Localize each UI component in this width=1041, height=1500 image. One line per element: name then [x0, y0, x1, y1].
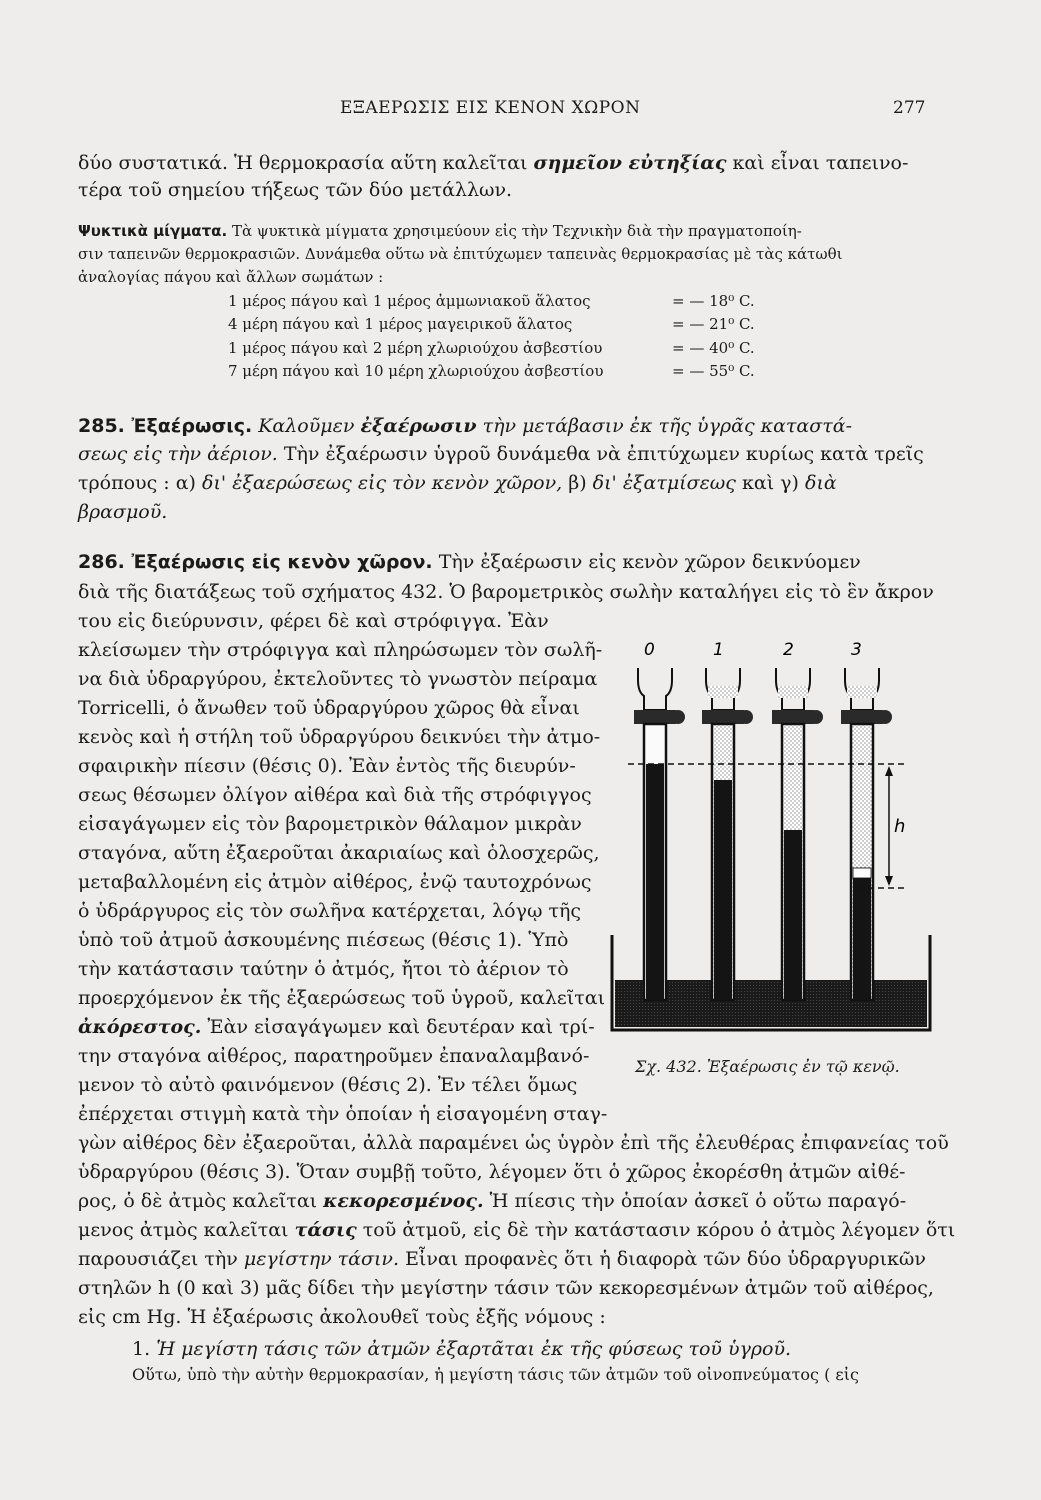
mixture-row: 1 μέρος πάγου καὶ 1 μέρος ἀμμωνιακοῦ ἅλατος: [228, 292, 591, 310]
mixture-temp: = — 21⁰ C.: [672, 315, 755, 333]
mixture-row: 1 μέρος πάγου καὶ 2 μέρη χλωριούχου ἀσβεστίου: [228, 339, 603, 357]
text-line: ἐπέρχεται στιγμὴ κατὰ τὴν ὁποίαν ἡ εἰσαγομένη σταγ-: [78, 1103, 608, 1125]
text-line: [78, 1015, 595, 1039]
text-line: κενὸς καὶ ἡ στήλη τοῦ ὑδραργύρου δεικνύει τὴν ἀτμο-: [78, 726, 601, 748]
height-label: h: [894, 816, 906, 837]
text-line: [78, 151, 908, 175]
mixture-temp: = — 18⁰ C.: [672, 292, 755, 310]
text-span: β): [568, 472, 587, 494]
text-span: τὴν μετάβασιν ἐκ τῆς ὑγρᾶς καταστά-: [482, 415, 852, 437]
text-line: Torricelli, ὁ ἄνωθεν τοῦ ὑδραργύρου χῶρος θὰ εἶναι: [78, 697, 580, 719]
tube-label-1: 1: [713, 640, 724, 660]
term-unsaturated: ἀκόρεστος.: [78, 1016, 202, 1038]
text-span: μενος ἀτμὸς καλεῖται: [78, 1219, 289, 1241]
tube-label-0: 0: [644, 640, 655, 660]
text-line: να διὰ ὑδραργύρου, ἐκτελοῦντες τὸ γνωστὸν πείραμα: [78, 668, 598, 690]
text-span: σεως εἰς τὴν ἀέριον.: [78, 443, 278, 465]
text-line: μεταβαλλομένη εἰς ἀτμὸν αἰθέρος, ἐνῷ ταυτοχρόνως: [78, 871, 592, 893]
term-evaporation: ἐξαέρωσιν: [360, 415, 477, 437]
term-tension: τάσις: [294, 1219, 357, 1241]
text-span: καὶ εἶναι ταπεινο-: [732, 152, 909, 174]
text-line: [78, 1218, 955, 1242]
law-1: [132, 1337, 791, 1361]
text-line: σεως θέσωμεν ὀλίγον αἰθέρα καὶ διὰ τῆς στρόφιγγος: [78, 784, 592, 806]
text-line: σφαιρικὴν πίεσιν (θέσις 0). Ἐὰν ἐντὸς τῆς διευρύν-: [78, 755, 576, 777]
text-line: ὁ ὑδράργυρος εἰς τὸν σωλῆνα κατέρχεται, λόγῳ τῆς: [78, 900, 582, 922]
text-span: δι' ἐξατμίσεως: [592, 472, 736, 494]
text-line: [78, 442, 924, 466]
text-line: [78, 414, 852, 438]
text-span: Τὴν ἐξαέρωσιν ὑγροῦ δυνάμεθα νὰ ἐπιτύχωμεν κυρίως κατὰ τρεῖς: [283, 443, 924, 465]
page-header: [0, 98, 1041, 128]
text-span: καὶ γ): [741, 472, 799, 494]
text-span: Ἐὰν εἰσαγάγωμεν καὶ δευτέραν καὶ τρί-: [207, 1016, 595, 1038]
law-number: 1.: [132, 1338, 151, 1360]
tube-label-3: 3: [851, 640, 862, 660]
text-line: [78, 471, 837, 495]
barometer-tube-3: [841, 668, 892, 1000]
text-line: [78, 1189, 906, 1213]
text-line: τὴν κατάστασιν ταύτην ὁ ἀτμός, ἤτοι τὸ ἀέριον τὸ: [78, 958, 569, 980]
barometer-tube-1: [702, 668, 753, 1000]
text-span: δι' ἐξαερώσεως εἰς τὸν κενὸν χῶρον,: [202, 472, 563, 494]
section-286-heading: 286. Ἐξαέρωσις εἰς κενὸν χῶρον.: [78, 551, 433, 573]
term-max-tension: μεγίστην τάσιν.: [243, 1248, 400, 1270]
text-line: τέρα τοῦ σημείου τήξεως τῶν δύο μετάλλων.: [78, 179, 513, 201]
text-span: τρόπους : α): [78, 472, 196, 494]
text-line: διὰ τῆς διατάξεως τοῦ σχήματος 432. Ὁ βαρομετρικὸς σωλὴν καταλήγει εἰς τὸ ἓν ἄκρον: [78, 581, 934, 603]
mixture-temp: = — 40⁰ C.: [672, 339, 755, 357]
barometer-tube-0: [634, 668, 685, 1000]
text-line: μενον τὸ αὐτὸ φαινόμενον (θέσις 2). Ἐν τέλει ὅμως: [78, 1074, 578, 1096]
text-span: ρος, ὁ δὲ ἀτμὸς καλεῖται: [78, 1190, 318, 1212]
figure-432: [608, 630, 938, 1040]
text-span: Εἶναι προφανὲς ὅτι ἡ διαφορὰ τῶν δύο ὑδραργυρικῶν: [405, 1248, 926, 1270]
text-line: [78, 550, 861, 574]
text-line: την σταγόνα αἰθέρος, παρατηροῦμεν ἐπαναλαμβανό-: [78, 1045, 590, 1067]
text-span: διὰ: [805, 472, 837, 494]
text-span: δύο συστατικά. Ἡ θερμοκρασία αὕτη καλεῖται: [78, 152, 528, 174]
text-line: ὑπὸ τοῦ ἀτμοῦ ἀσκουμένης πιέσεως (θέσις 1). Ὑπὸ: [78, 929, 569, 951]
text-line: σιν ταπεινῶν θερμοκρασιῶν. Δυνάμεθα οὕτω νὰ ἐπιτύχωμεν ταπεινὰς θερμοκρασίας μὲ τὰς κάτωθι: [78, 245, 843, 263]
mixture-temp: = — 55⁰ C.: [672, 362, 755, 380]
figure-caption: Σχ. 432. Ἐξαέρωσις ἐν τῷ κενῷ.: [635, 1057, 900, 1076]
text-line: σταγόνα, αὕτη ἐξαεροῦται ἀκαριαίως καὶ ὁλοσχερῶς,: [78, 842, 600, 864]
text-span: Καλοῦμεν: [258, 415, 355, 437]
mixture-row: 4 μέρη πάγου καὶ 1 μέρος μαγειρικοῦ ἅλατος: [228, 315, 573, 333]
text-line: εἰσαγάγωμεν εἰς τὸν βαρομετρικὸν θάλαμον μικρὰν: [78, 813, 582, 835]
text-line: [78, 221, 802, 241]
text-line: προερχόμενον ἐκ τῆς ἐξαερώσεως τοῦ ὑγροῦ, καλεῖται: [78, 987, 606, 1009]
text-span: Ἡ πίεσις τὴν ὁποίαν ἀσκεῖ ὁ οὕτω παραγό-: [489, 1190, 907, 1212]
cooling-heading: Ψυκτικὰ μίγματα.: [78, 222, 228, 240]
term-saturated: κεκορεσμένος.: [323, 1190, 484, 1212]
text-line: [78, 1247, 926, 1271]
text-line: του εἰς διεύρυνσιν, φέρει δὲ καὶ στρόφιγγα. Ἐὰν: [78, 610, 549, 632]
text-line: κλείσωμεν τὴν στρόφιγγα καὶ πληρώσωμεν τὸν σωλῆ-: [78, 639, 603, 661]
page-number: 277: [893, 98, 926, 118]
text-span: Τὰ ψυκτικὰ μίγματα χρησιμεύουν εἰς τὴν Τεχνικὴν διὰ τὴν πραγματοποίη-: [231, 222, 802, 240]
text-span: τοῦ ἀτμοῦ, εἰς δὲ τὴν κατάστασιν κόρου ὁ ἀτμὸς λέγομεν ὅτι: [362, 1219, 956, 1241]
term-eutectic: σημεῖον εὐτηξίας: [533, 152, 727, 174]
text-line: γὼν αἰθέρος δὲν ἐξαεροῦται, ἀλλὰ παραμένει ὡς ὑγρὸν ἐπὶ τῆς ἐλευθέρας ἐπιφανείας τοῦ: [78, 1132, 949, 1154]
text-line: εἰς cm Hg. Ἡ ἐξαέρωσις ἀκολουθεῖ τοὺς ἑξῆς νόμους :: [78, 1306, 606, 1328]
section-285-heading: 285. Ἐξαέρωσις.: [78, 415, 253, 437]
text-line: ἀναλογίας πάγου καὶ ἄλλων σωμάτων :: [78, 268, 384, 286]
tube-label-2: 2: [783, 640, 794, 660]
text-line: στηλῶν h (0 καὶ 3) μᾶς δίδει τὴν μεγίστην τάσιν τῶν κεκορεσμένων ἀτμῶν τοῦ αἰθέρος,: [78, 1277, 934, 1299]
barometer-tube-2: [772, 668, 823, 1000]
running-title: ΕΞΑΕΡΩΣΙΣ ΕΙΣ ΚΕΝΟΝ ΧΩΡΟΝ: [340, 98, 641, 118]
text-line: βρασμοῦ.: [78, 501, 168, 523]
text-line: Οὕτω, ὑπὸ τὴν αὐτὴν θερμοκρασίαν, ἡ μεγίστη τάσις τῶν ἀτμῶν τοῦ οἰνοπνεύματος ( εἰς: [132, 1365, 859, 1384]
text-span: Τὴν ἐξαέρωσιν εἰς κενὸν χῶρον δεικνύομεν: [438, 551, 861, 573]
text-line: ὑδραργύρου (θέσις 3). Ὅταν συμβῇ τοῦτο, λέγομεν ὅτι ὁ χῶρος ἐκορέσθη ἀτμῶν αἰθέ-: [78, 1161, 906, 1183]
mixture-row: 7 μέρη πάγου καὶ 10 μέρη χλωριούχου ἀσβεστίου: [228, 362, 604, 380]
text-span: παρουσιάζει τὴν: [78, 1248, 238, 1270]
law-text: Ἡ μεγίστη τάσις τῶν ἀτμῶν ἐξαρτᾶται ἐκ τῆς φύσεως τοῦ ὑγροῦ.: [156, 1338, 792, 1360]
